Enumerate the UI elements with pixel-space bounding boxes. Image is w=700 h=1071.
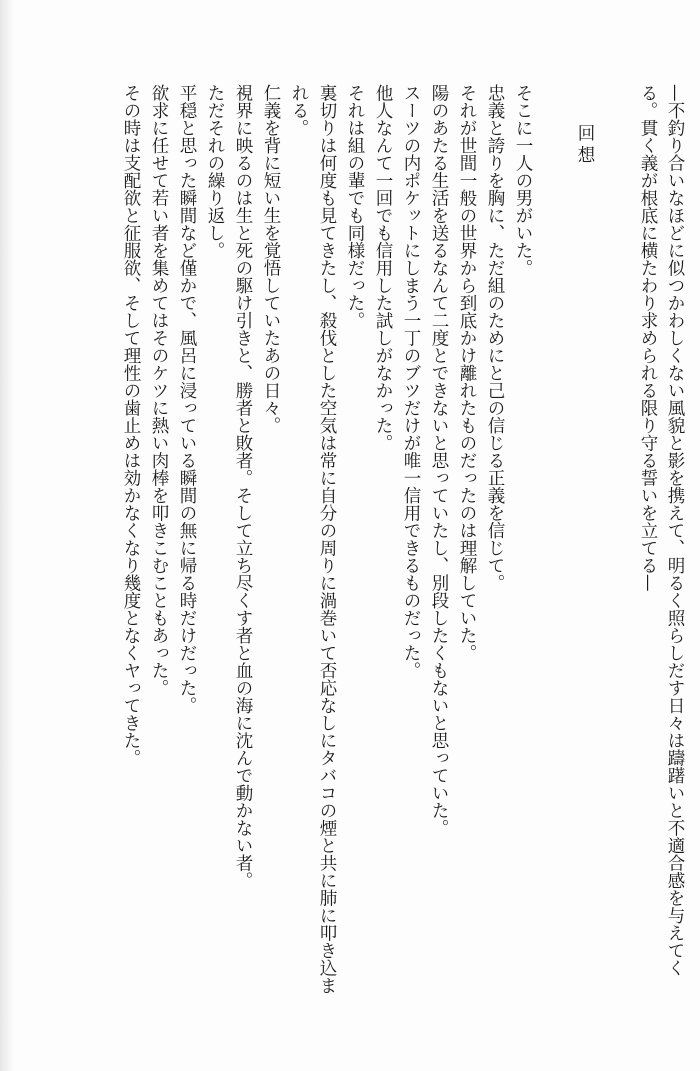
body-line: 平穏と思った瞬間など僅かで、風呂に浸っている瞬間の無に帰る時だけだった。 (177, 84, 197, 714)
body-line: 仁義を背に短い生を覚悟していたあの日々。 (261, 84, 281, 434)
body-line: 欲求に任せて若い者を集めてはそのケツに熱い肉棒を叩きこむこともあった。 (149, 84, 169, 697)
body-line: そこに一人の男がいた。 (513, 84, 533, 277)
body-line: 裏切りは何度も見てきたし、殺伐とした空気は常に自分の周りに渦巻いて否応なしにタバコの煙と共に肺に叩き込ま (317, 84, 337, 994)
body-line: スーツの内ポケットにしまう一丁のブツだけが唯一信用できるものだった。 (401, 84, 421, 679)
body-line: その時は支配欲と征服欲、そして理性の歯止めは効かなくなり幾度となくヤってきた。 (121, 84, 141, 767)
body-line: それは組の輩でも同様だった。 (345, 84, 365, 329)
epigraph-line-1: —不釣り合いなほどに似つかわしくない風貌と影を携えて、明るく照らしだす日々は躊躇いと不適合感を与えてく (665, 84, 685, 977)
body-line: れる。 (289, 84, 309, 137)
section-title: 回想 (575, 124, 595, 167)
body-line: 他人なんて一回でも信用した試しがなかった。 (373, 84, 393, 452)
body-line: ただそれの繰り返し。 (205, 84, 225, 259)
page-binding-shadow (0, 0, 14, 1071)
body-line: 視界に映るのは生と死の駆け引きと、勝者と敗者。そして立ち尽くす者と血の海に沈んで動かない者。 (233, 84, 253, 889)
body-line: 忠義と誇りを胸に、ただ組のためにと己の信じる正義を信じて。 (485, 84, 505, 592)
epigraph-line-2: る。貫く義が根底に横たわり求められる限り守る誓いを立てる— (638, 84, 658, 592)
body-line: それが世間一般の世界から到底かけ離れたものだったのは理解していた。 (457, 84, 477, 662)
body-line: 陽のあたる生活を送るなんて二度とできないと思っていたし、別段したくもないと思っていた。 (429, 84, 449, 837)
